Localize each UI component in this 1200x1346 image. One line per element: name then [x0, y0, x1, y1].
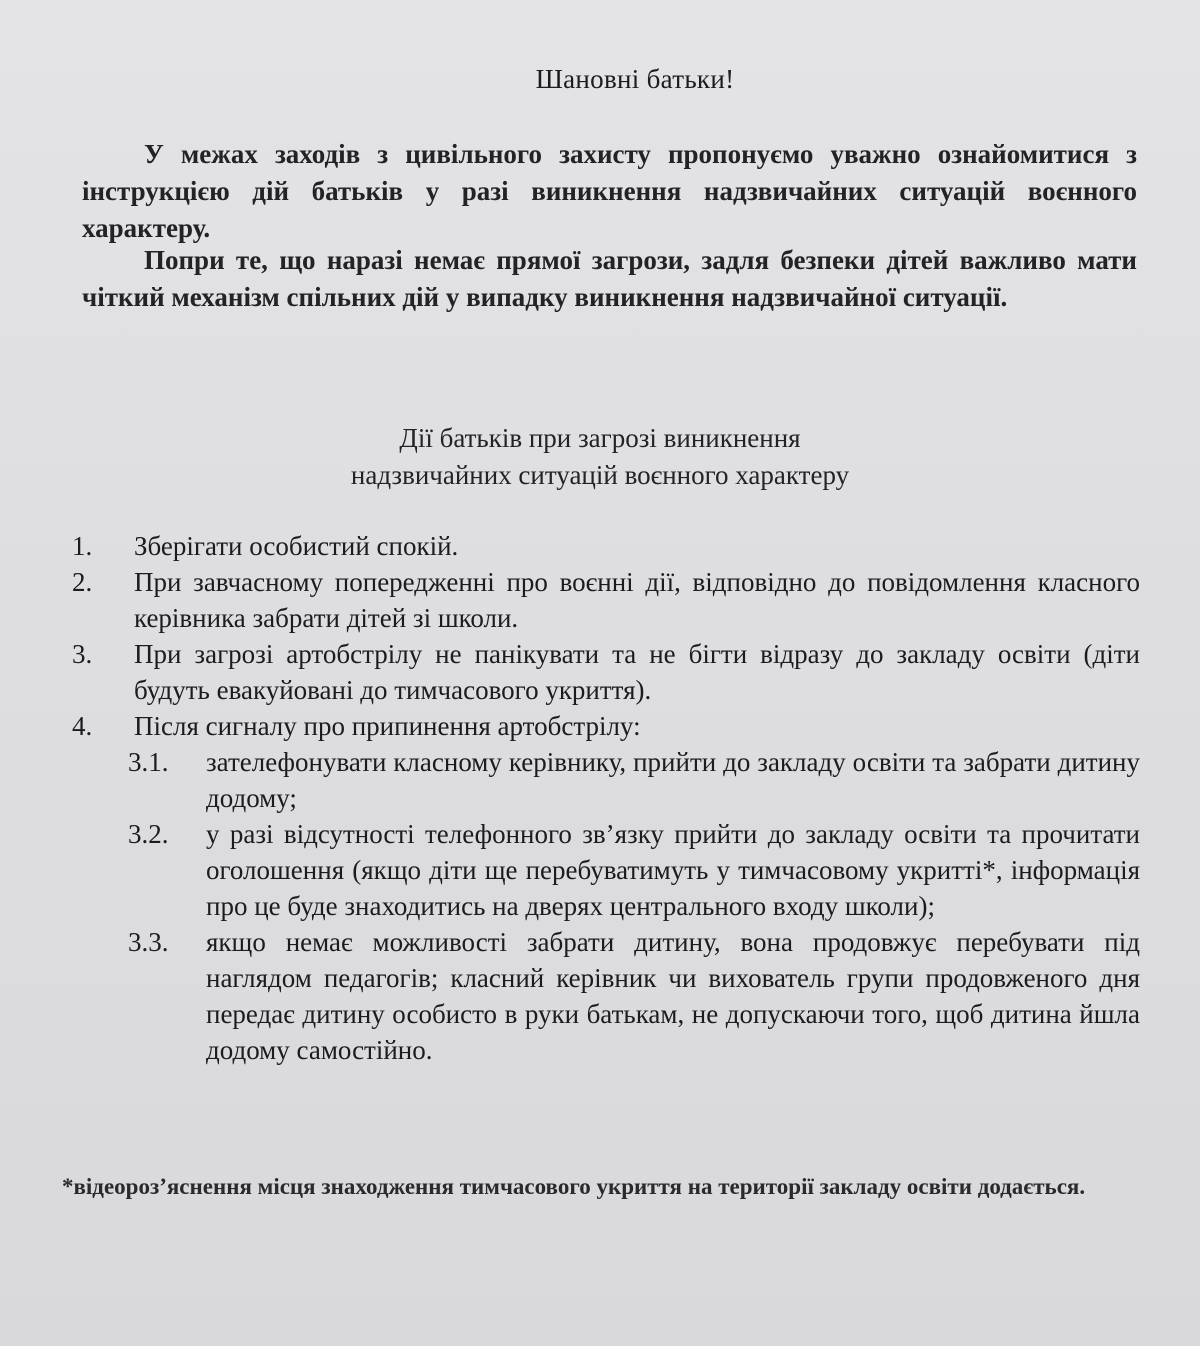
list-item-number: 4.: [72, 711, 93, 741]
section-title: [0, 420, 1200, 494]
sub-list-item-text: у разі відсутності телефонного зв’язку прийти до закладу освіти та прочитати оголошення (якщо діти ще перебуватимуть у тимчасовому укритті*, інформація про це буде знаходитись на дверях центрального входу школи);: [206, 819, 1140, 921]
footnote: *відеороз’яснення місця знаходження тимчасового укриття на території закладу освіти додається.: [62, 1174, 1086, 1199]
intro-paragraph-2: [82, 242, 1137, 316]
list-item-text: Зберігати особистий спокій.: [134, 531, 459, 561]
list-item: [72, 528, 1140, 564]
sub-list-item-text: якщо немає можливості забрати дитину, вона продовжує перебувати під наглядом педагогів; класний керівник чи вихователь групи продовженого дня передає дитину особисто в руки батькам, не допускаючи того, щоб дитина йшла додому самостійно.: [206, 927, 1140, 1065]
list-item-text: Після сигналу про припинення артобстрілу:: [134, 711, 641, 741]
list-item-number: 2.: [72, 567, 93, 597]
list-item-text: При завчасному попередженні про воєнні дії, відповідно до повідомлення класного керівника забрати дітей зі школи.: [134, 567, 1140, 633]
list-item-text: При загрозі артобстрілу не панікувати та не бігти відразу до закладу освіти (діти будуть евакуйовані до тимчасового укриття).: [134, 639, 1140, 705]
intro-paragraph-2-text: Попри те, що наразі немає прямої загрози, задля безпеки дітей важливо мати чіткий механізм спільних дій у випадку виникнення надзвичайної ситуації.: [82, 245, 1137, 312]
list-item-number: 3.: [72, 639, 93, 669]
intro-paragraph-1: [82, 136, 1137, 247]
greeting-heading: Шановні батьки!: [535, 64, 735, 94]
section-title-line-1: Дії батьків при загрозі виникнення: [399, 423, 801, 453]
list-item: [72, 708, 1140, 744]
sub-list-item-text: зателефонувати класному керівнику, прийти до закладу освіти та забрати дитину додому;: [206, 747, 1140, 813]
section-title-line-2: надзвичайних ситуацій воєнного характеру: [350, 460, 850, 490]
sub-list-item: [72, 744, 1140, 816]
list-item: [72, 564, 1140, 636]
sub-list-item-number: 3.2.: [128, 819, 169, 849]
list-item: [72, 636, 1140, 708]
intro-paragraph-1-text: У межах заходів з цивільного захисту пропонуємо уважно ознайомитися з інструкцією дій батьків у разі виникнення надзвичайних ситуацій воєнного характеру.: [82, 139, 1137, 243]
sub-list-item-number: 3.3.: [128, 927, 169, 957]
sub-list-item-number: 3.1.: [128, 747, 169, 777]
sub-list-item: [72, 816, 1140, 924]
sub-list-item: [72, 924, 1140, 1068]
list-item-number: 1.: [72, 531, 93, 561]
instructions-list: [72, 528, 1140, 1068]
